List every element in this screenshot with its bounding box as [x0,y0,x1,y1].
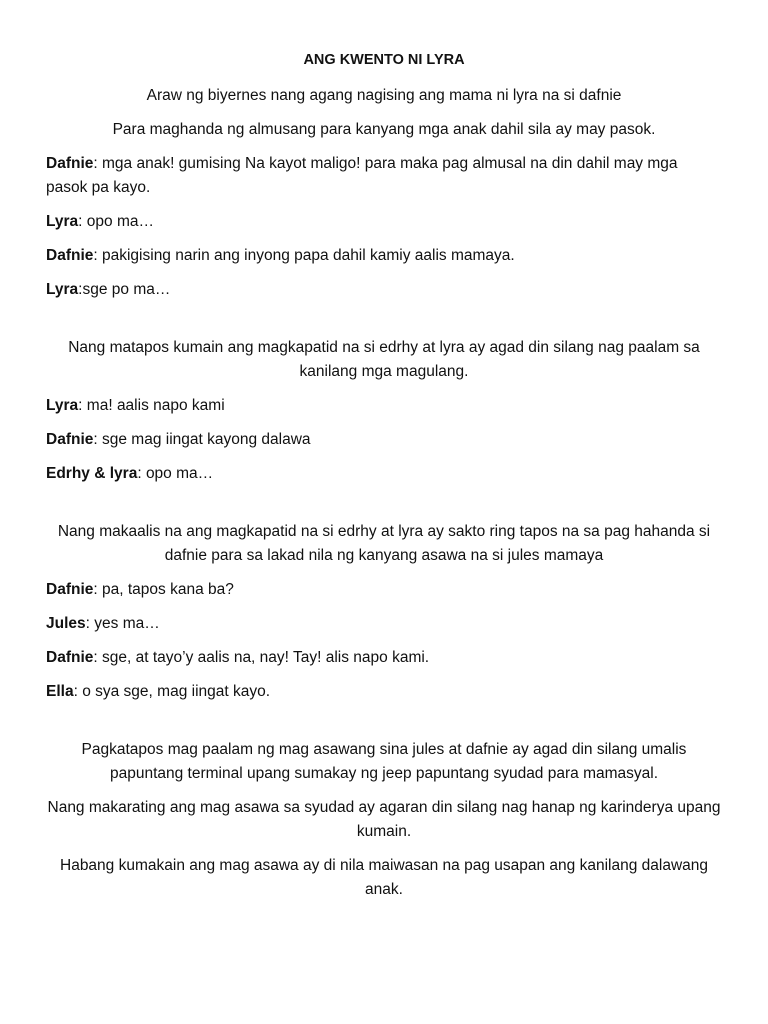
dialogue-text: yes ma… [94,615,160,632]
speaker-name: Jules [46,615,86,632]
dialogue-line [46,680,722,704]
speaker-separator: : [78,397,87,414]
paragraph-gap [46,496,722,520]
closing-paragraph-1: Pagkatapos mag paalam ng mag asawang sina jules at dafnie ay agad din silang umalis papuntang terminal upang sumakay ng jeep papuntang syudad para mamasyal. [81,741,687,782]
closing-paragraph-3: Habang kumakain ang mag asawa ay di nila maiwasan na pag usapan ang kanilang dalawang anak. [60,857,708,898]
dialogue-text: o sya sge, mag iingat kayo. [82,683,271,700]
dialogue-text: sge, at tayo’y aalis na, nay! Tay! alis napo kami. [102,649,430,666]
speaker-separator: : [78,213,87,230]
speaker-separator: : [85,615,95,632]
dialogue-text: mga anak! gumising Na kayot maligo! para maka pag almusal na din dahil may mga pasok pa kayo. [46,155,678,196]
narration-paragraph: Nang matapos kumain ang magkapatid na si edrhy at lyra ay agad din silang nag paalam sa kanilang mga magulang. [68,339,700,380]
intro-line-2: Para maghanda ng almusang para kanyang mga anak dahil sila ay may pasok. [112,121,656,138]
dialogue-text: opo ma… [145,465,214,482]
speaker-name: Dafnie [46,581,94,598]
speaker-name: Dafnie [46,155,94,172]
paragraph-gap [46,714,722,738]
dialogue-text: sge mag iingat kayong dalawa [102,431,311,448]
closing-paragraph-2: Nang makarating ang mag asawa sa syudad ay agaran din silang nag hanap ng karinderya upang kumain. [47,799,721,840]
paragraph-gap [46,312,722,336]
dialogue-line [46,152,722,200]
speaker-separator: : [93,431,102,448]
speaker-name: Lyra [46,397,79,414]
speaker-name: Dafnie [46,431,94,448]
speaker-separator: : [78,281,83,298]
story-title: ANG KWENTO NI LYRA [303,52,465,68]
speaker-separator: : [93,247,102,264]
dialogue-line [46,244,722,268]
speaker-name: Lyra [46,213,79,230]
dialogue-line [46,612,722,636]
speaker-separator: : [93,581,102,598]
dialogue-line [46,646,722,670]
dialogue-line [46,278,722,302]
speaker-separator: : [93,155,102,172]
dialogue-text: pa, tapos kana ba? [102,581,234,598]
dialogue-line [46,394,722,418]
narration-paragraph: Nang makaalis na ang magkapatid na si edrhy at lyra ay sakto ring tapos na sa pag hahanda si dafnie para sa lakad nila ng kanyang asawa na si jules mamaya [57,523,711,564]
intro-line-1: Araw ng biyernes nang agang nagising ang mama ni lyra na si dafnie [146,87,622,104]
dialogue-line [46,578,722,602]
speaker-name: Ella [46,683,74,700]
dialogue-line [46,428,722,452]
dialogue-line [46,462,722,486]
speaker-name: Dafnie [46,649,94,666]
dialogue-text: pakigising narin ang inyong papa dahil kamiy aalis mamaya. [102,247,515,264]
dialogue-text: ma! aalis napo kami [86,397,225,414]
speaker-name: Dafnie [46,247,94,264]
speaker-name: Edrhy & lyra [46,465,138,482]
speaker-name: Lyra [46,281,79,298]
dialogue-text: sge po ma… [82,281,171,298]
speaker-separator: : [73,683,83,700]
speaker-separator: : [93,649,102,666]
dialogue-line [46,210,722,234]
speaker-separator: : [137,465,146,482]
dialogue-text: opo ma… [86,213,154,230]
